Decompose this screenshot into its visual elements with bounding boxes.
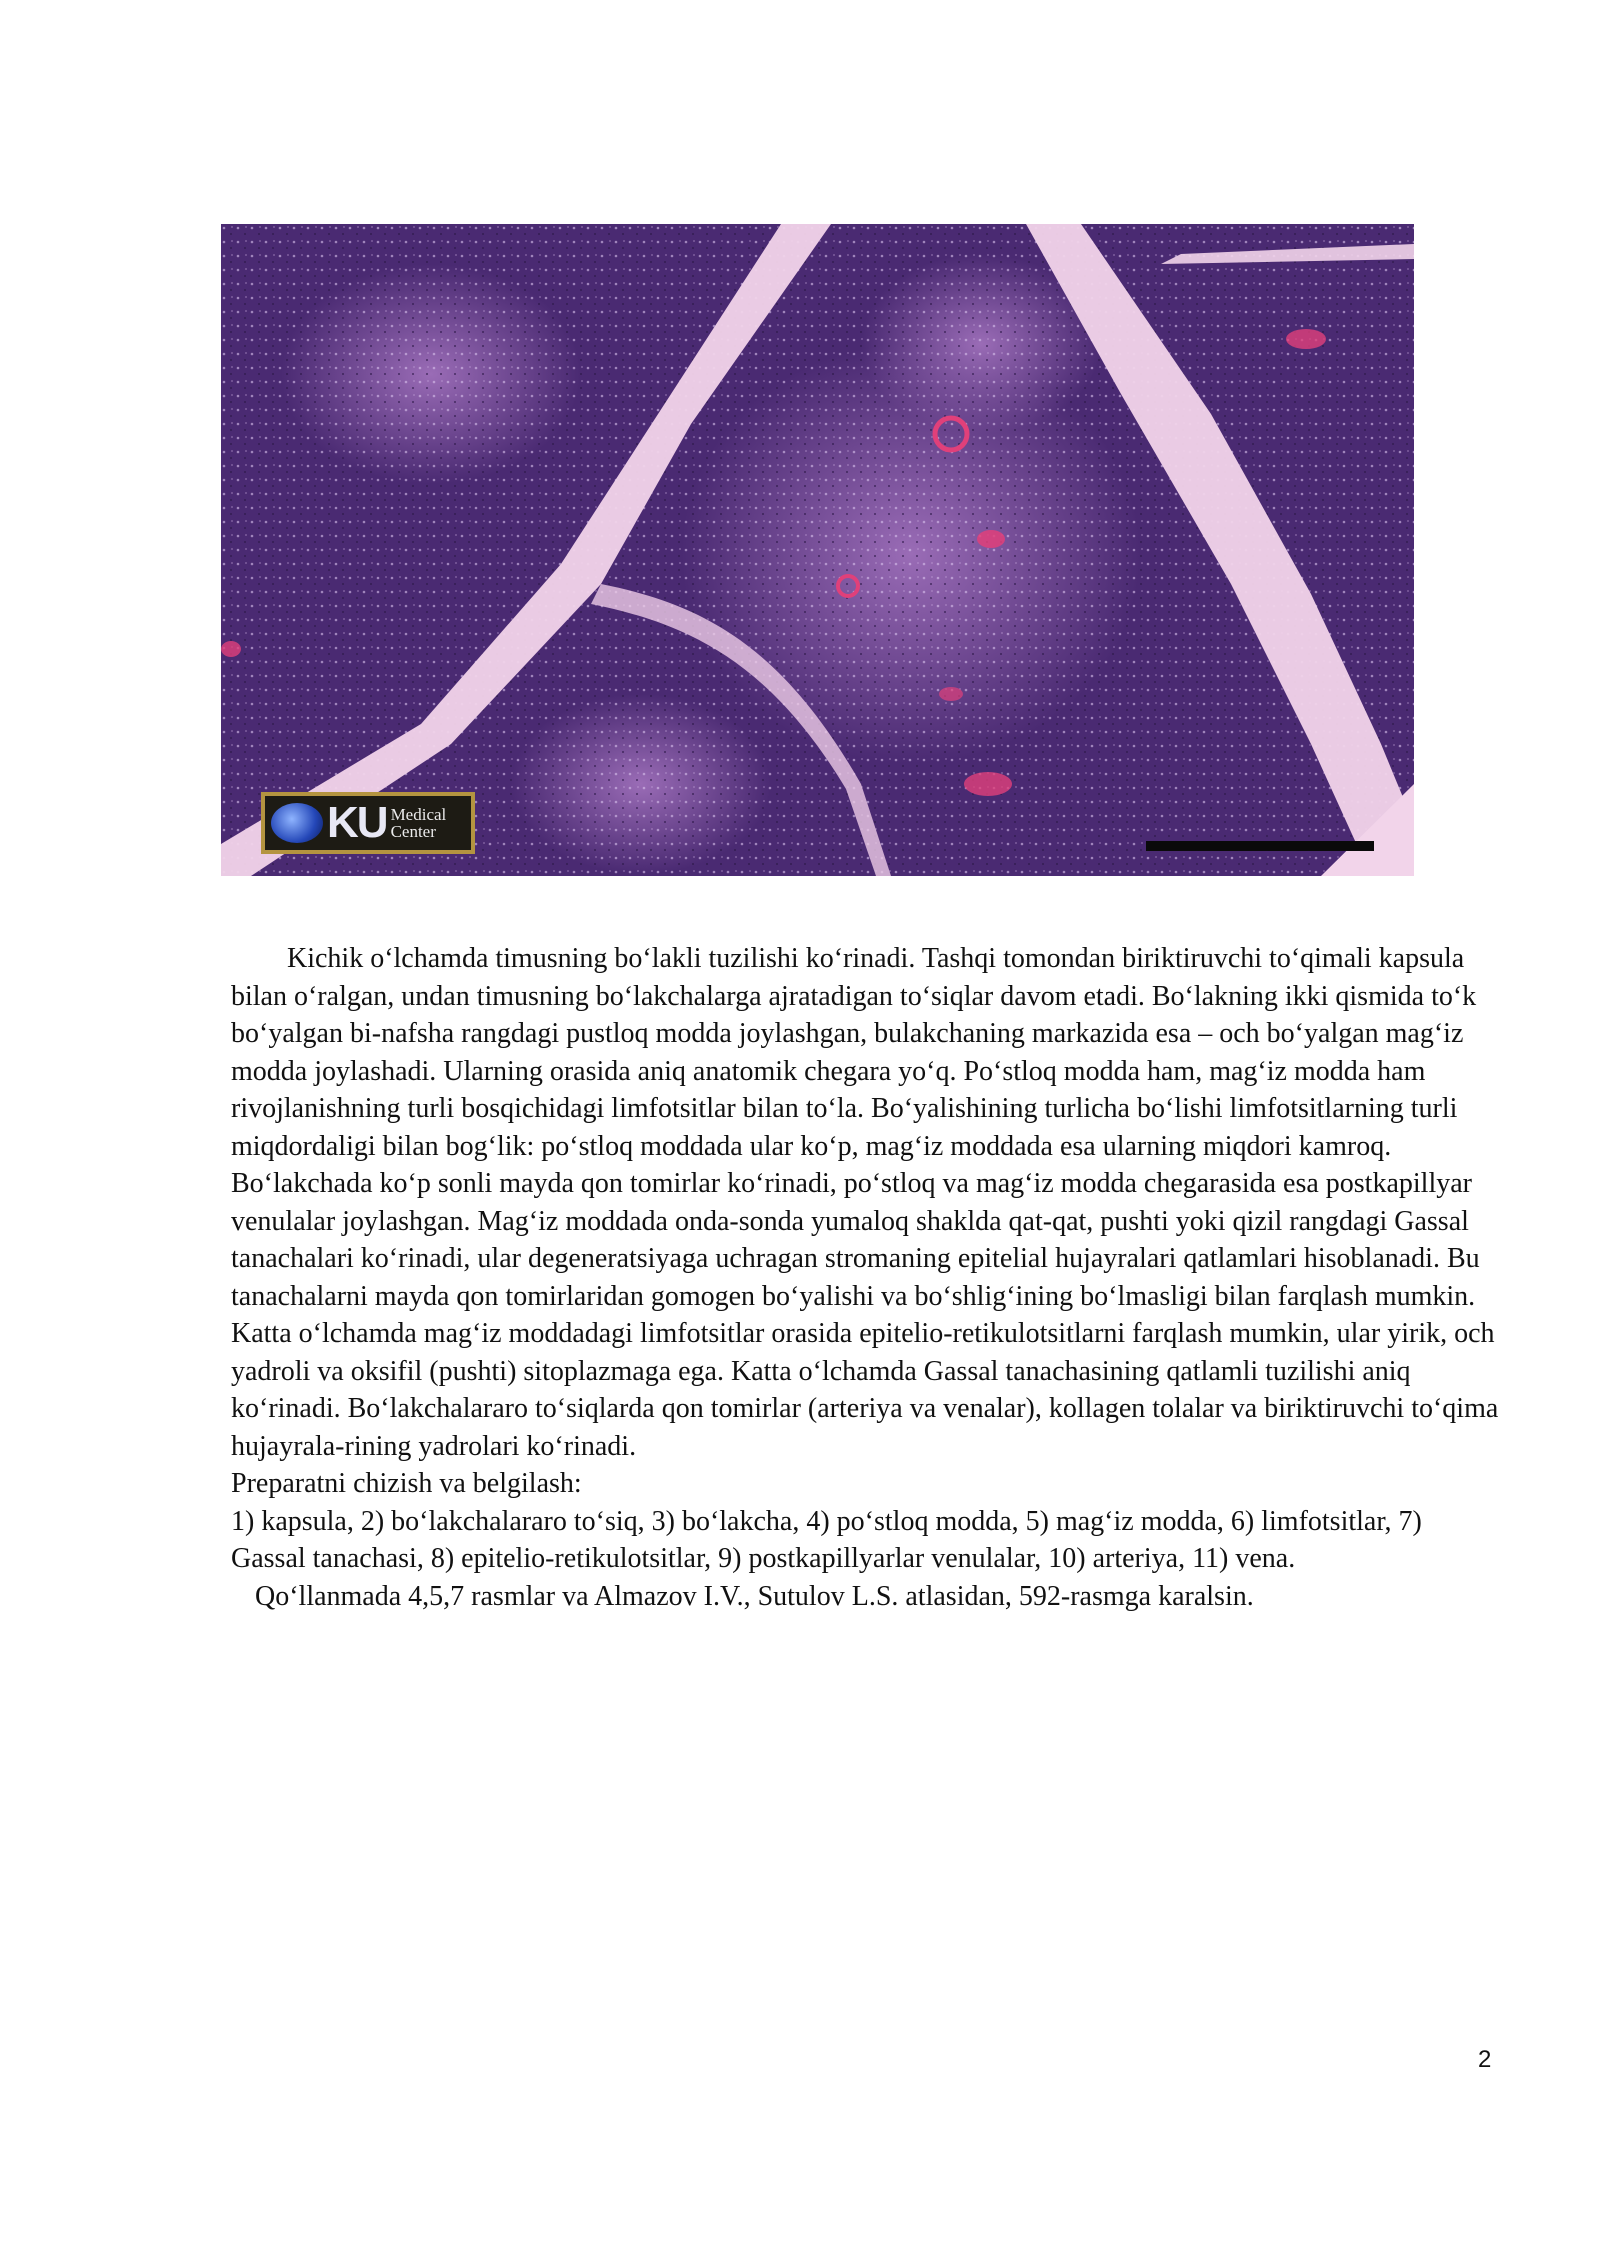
- description-paragraph: Kichik o‘lchamda timusning bo‘lakli tuzilishi ko‘rinadi. Tashqi tomondan biriktiruvchi to‘qimali kapsula bilan o‘ralgan, undan timusning bo‘lakchalarga ajratadigan to‘siqlar davom etadi. Bo‘lakning ikki qismida to‘k bo‘yalgan bi-nafsha rangdagi pustloq modda joylashgan, bulakchaning markazida esa – och bo‘yalgan mag‘iz modda joylashadi. Ularning orasida aniq anatomik chegara yo‘q. Po‘stloq modda ham, mag‘iz modda ham rivojlanishning turli bosqichidagi limfotsitlar bilan to‘la. Bo‘yalishining turlicha bo‘lishi limfotsitlarning turli miqdordaligi bilan bog‘lik: po‘stloq moddada ular ko‘p, mag‘iz moddada esa ularning miqdori kamroq. Bo‘lakchada ko‘p sonli mayda qon tomirlar ko‘rinadi, po‘stloq va mag‘iz modda chegarasida esa postkapillyar venulalar joylashgan. Mag‘iz moddada onda-sonda yumaloq shaklda qat-qat, pushti yoki qizil rangdagi Gassal tanachalari ko‘rinadi, ular degeneratsiyaga uchragan stromaning epitelial hujayralari qatlamlari hisoblanadi. Bu tanachalarni mayda qon tomirlaridan gomogen bo‘yalishi va bo‘shlig‘ining bo‘lmasligi bilan farqlash mumkin. Katta o‘lchamda mag‘iz moddadagi limfotsitlar orasida epitelio-retikulotsitlarni farqlash mumkin, ular yirik, och yadroli va oksifil (pushti) sitoplazmaga ega. Katta o‘lchamda Gassal tanachasining qatlamli tuzilishi aniq ko‘rinadi. Bo‘lakchalararo to‘siqlarda qon tomirlar (arteriya va venalar), kollagen tolalar va biriktiruvchi to‘qima hujayrala-rining yadrolari ko‘rinadi.: [231, 943, 1499, 1462]
- logo-subtitle: [391, 806, 447, 840]
- globe-icon: [271, 803, 323, 843]
- logo-ku-text: KU: [327, 798, 387, 847]
- drawing-instructions-heading: Preparatni chizish va belgilash:: [231, 1468, 582, 1499]
- thymus-micrograph: [221, 224, 1414, 876]
- logo-line-2: Center: [390, 822, 436, 841]
- scale-bar: [1146, 841, 1374, 851]
- micrograph-image: [221, 224, 1414, 876]
- ku-medical-center-logo: [261, 792, 475, 854]
- document-body: [231, 940, 1501, 1615]
- page-number: 2: [1478, 2046, 1492, 2073]
- logo-line-1: Medical: [390, 805, 447, 824]
- reference-note: Qo‘llanmada 4,5,7 rasmlar va Almazov I.V., Sutulov L.S. atlasidan, 592-rasmga karalsin.: [255, 1580, 1254, 1612]
- labels-list: 1) kapsula, 2) bo‘lakchalararo to‘siq, 3) bo‘lakcha, 4) po‘stloq modda, 5) mag‘iz modda, 6) limfotsitlar, 7) Gassal tanachasi, 8) epitelio-retikulotsitlar, 9) postkapillyarlar venulalar, 10) arteriya, 11) vena.: [231, 1505, 1422, 1574]
